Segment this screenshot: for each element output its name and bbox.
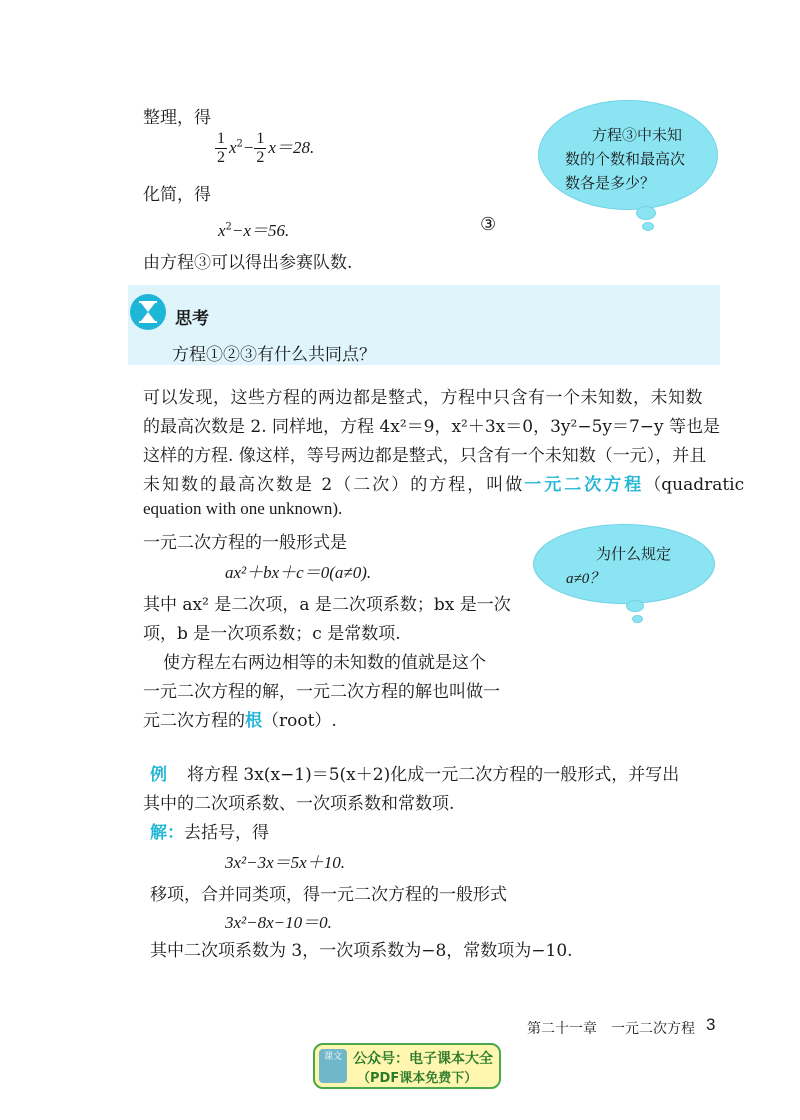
equation-1: $\frac{1}{2}$ $x^2-$ $\frac{1}{2}$ x＝28.	[217, 130, 315, 166]
thought-bubble-2	[533, 524, 715, 604]
think-icon	[130, 294, 166, 330]
para1-line2: 的最高次数是 2. 同样地，方程 4x²＝9，x²＋3x＝0，3y²−5y＝7−y 等也是	[143, 417, 721, 437]
bubble1-line2: 数的个数和最高次	[565, 150, 686, 168]
watermark-line1: 公众号：电子课本大全	[353, 1051, 493, 1067]
example-line1: 将方程 3x(x−1)＝5(x＋2)化成一元二次方程的一般形式，并写出	[187, 765, 680, 785]
example-line2: 其中的二次项系数、一次项系数和常数项.	[143, 794, 455, 814]
book-icon: 课文	[319, 1049, 347, 1083]
para4-line3-text: 元二次方程的	[143, 711, 245, 731]
bubble1-line1: 方程③中未知	[592, 126, 683, 144]
para2-line1: 一元二次方程的一般形式是	[143, 533, 347, 553]
para3-line2: 项，b 是一次项系数；c 是常数项.	[143, 624, 401, 644]
step-conclusion: 由方程③可以得出参赛队数.	[143, 253, 353, 273]
solution-line3: 其中二次项系数为 3，一次项系数为−8，常数项为−10.	[150, 941, 573, 961]
solution-line1	[150, 818, 269, 843]
bubble-dot-small	[642, 222, 654, 231]
bubble2-line2: a≠0？	[566, 571, 605, 587]
page-number: 3	[706, 1015, 716, 1034]
para3-line1: 其中 ax² 是二次项，a 是二次项系数；bx 是一次	[143, 595, 511, 615]
step-organize: 整理，得	[143, 108, 211, 128]
step-simplify: 化简，得	[143, 185, 211, 205]
chapter-title: 第二十一章 一元二次方程	[527, 1021, 695, 1037]
term-quadratic-equation: 一元二次方程	[524, 475, 645, 495]
solution-label: 解：	[150, 823, 184, 843]
para1-line4-text: 未知数的最高次数是 2（二次）的方程，叫做	[143, 475, 525, 495]
fraction-half-b: $\frac{1}{2}$	[256, 130, 265, 166]
watermark-badge	[313, 1043, 501, 1089]
para1-line3: 这样的方程. 像这样，等号两边都是整式，只含有一个未知数（一元），并且	[143, 446, 707, 466]
para1-line4	[143, 470, 744, 495]
para4-line2: 一元二次方程的解，一元二次方程的解也叫做一	[143, 682, 500, 702]
bubble2-line1: 为什么规定	[596, 545, 672, 563]
bubble2-dot-small	[632, 615, 643, 623]
solution-equation-a: 3x²−3x＝5x＋10.	[225, 853, 345, 872]
bubble2-dot	[626, 600, 644, 612]
para4-line3-english: （root）.	[262, 711, 337, 731]
para1-line5: equation with one unknown).	[143, 499, 343, 518]
solution-equation-b: 3x²−8x−10＝0.	[225, 913, 332, 932]
bubble-dot	[636, 206, 656, 220]
term-root: 根	[245, 711, 262, 731]
example-label: 例	[150, 765, 167, 785]
fraction-half-a: $\frac{1}{2}$	[217, 130, 225, 166]
para1-line1: 可以发现，这些方程的两边都是整式，方程中只含有一个未知数，未知数	[143, 388, 703, 408]
bubble1-line3: 数各是多少？	[565, 174, 656, 192]
para1-line4-english: （quadratic	[644, 475, 745, 495]
watermark-line2: （PDF课本免费下）	[357, 1071, 478, 1086]
general-form-equation: ax²＋bx＋c＝0(a≠0).	[225, 563, 372, 582]
think-title: 思考	[175, 309, 209, 329]
para4-line1: 使方程左右两边相等的未知数的值就是这个	[163, 653, 486, 673]
para4-line3	[143, 706, 337, 731]
solution-line2: 移项，合并同类项，得一元二次方程的一般形式	[150, 885, 507, 905]
equation-2: $x^2-x=56$.	[218, 221, 290, 240]
think-question: 方程①②③有什么共同点？	[172, 345, 376, 365]
solution-text: 去括号，得	[184, 823, 269, 843]
equation-2-number: ③	[480, 214, 497, 235]
